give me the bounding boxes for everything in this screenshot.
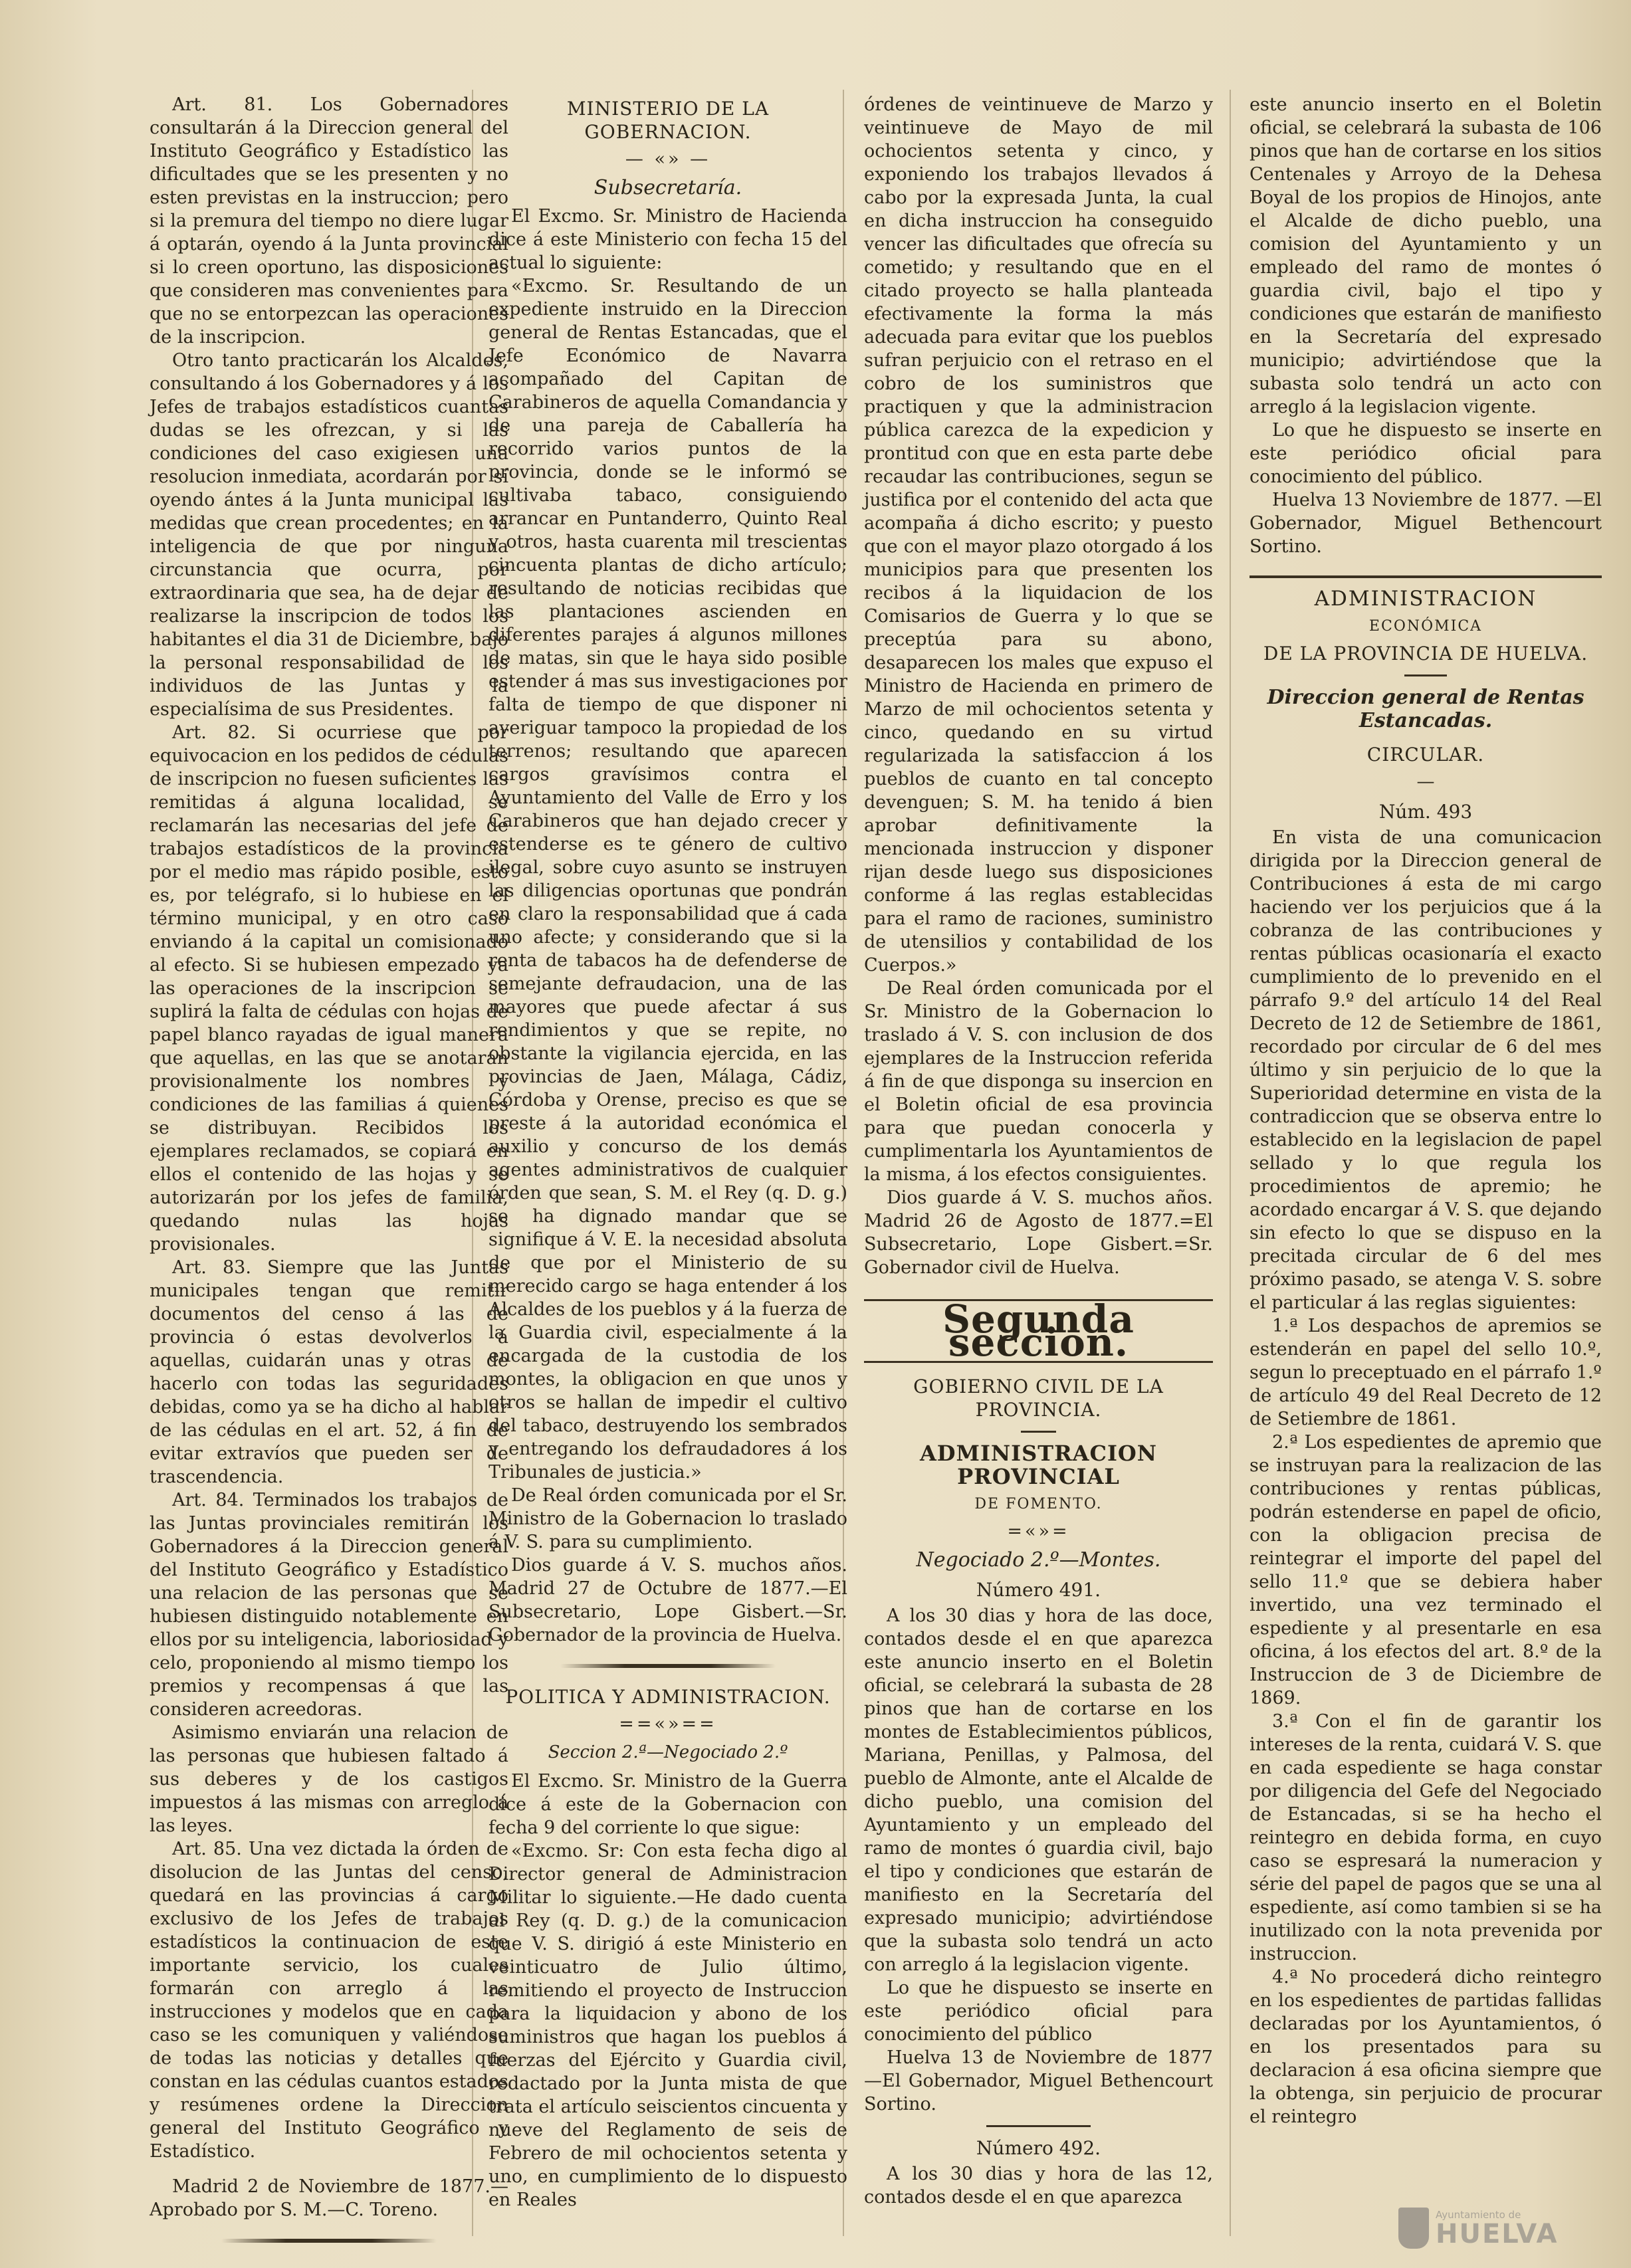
paragraph: Asimismo enviarán una relacion de las personas que hubiesen faltado á sus deberes y de los castigos impuestos á las mismas con arreglo á las leyes. [150,1722,508,1836]
administracion-heading: ADMINISTRACION [1314,587,1537,611]
separator-rule [221,2239,437,2243]
article-82: Art. 82. Si ocurriese que por equivocacion en los pedidos de cédulas de inscripcion no fuesen suficientes las remitidas á alguna localidad, se reclamarán las necesarias del jefe de trabajos estadísticos de la provincia por el medio mas rápido posible, esto es, por telégrafo, si lo hubiese en el término municipal, y en otro caso enviando á la capital un comisionado al efecto. Si se hubiesen empezado ya las operaciones de la inscripcion se suplirá la falta de cédulas con hojas de papel blanco rayadas de igual manera que aquellas, en las que se anotarán provisionalmente los nombres y condiciones de las familias á quienes se distribuyan. Recibidos los ejemplares reclamados, se copiará en ellos el contenido de las hojas y se autorizarán por los jefes de familia, quedando nulas las hojas provisionales. [150,722,508,1255]
number-492: Número 492. [976,2137,1101,2159]
seccion-heading: Seccion 2.ª—Negociado 2.º [548,1742,788,1762]
short-rule [1404,674,1447,676]
paragraph: Dios guarde á V. S. muchos años. Madrid 26 de Agosto de 1877.=El Subsecretario, Lope Gisbert.=Sr. Gobernador civil de Huelva. [864,1187,1213,1278]
paragraph: «Excmo. Sr: Con esta fecha digo al Director general de Administracion Militar lo siguiente.—He dado cuenta al Rey (q. D. g.) de la comunicacion que V. S. dirigió á este Ministerio en veinticuatro de Julio último, remitiendo el proyecto de Instruccion para la liquidacion y abono de los suministros que hagan los pueblos á fuerzas del Ejército y Guardia civil, redactado por la Junta mista de que trata el artículo seiscientos cincuenta y nueve del Reglamento de seis de Febrero de mil ochocientos setenta y uno, en cumplimiento de lo dispuesto en Reales [489,1841,847,2210]
fomento-heading: DE FOMENTO. [974,1496,1103,1512]
paragraph: Dios guarde á V. S. muchos años. Madrid 27 de Octubre de 1877.—El Subsecretario, Lope Gisbert.—Sr. Gobernador de la provincia de Huelva. [489,1555,847,1645]
separator-rule [1250,575,1602,578]
separator-rule [560,1664,776,1668]
rule-3: 3.ª Con el fin de garantir los intereses de la renta, cuidará V. S. que en cada espediente se haga constar por diligencia del Gefe del Negociado de Estancadas, si se ha hecho el reintegro en debida forma, en cuyo caso se espresará la numeracion y série del papel de pagos que se una al espediente, así como tambien si se ha inutilizado con la nota prevenida por instruccion. [1250,1711,1602,1964]
watermark-logo [1398,2202,1618,2255]
paragraph: De Real órden comunicada por el Sr. Ministro de la Gobernacion lo traslado á V. S. para su cumplimiento. [489,1485,847,1552]
number-491: Número 491. [976,1579,1101,1601]
rule-1: 1.ª Los despachos de apremios se estenderán en papel del sello 10.º, segun lo preceptuado en el párrafo 1.º de artículo 49 del Real Decreto de 12 de Setiembre de 1861. [1250,1316,1602,1429]
article-85: Art. 85. Una vez dictada la órden de disolucion de las Juntas del censo, quedará en las provincias á cargo exclusivo de los Jefes de trabajos estadísticos la continuacion de este importante servicio, los cuales formarán con arreglo á las instrucciones y modelos que en cada caso se les comuniquen y valiéndose de todas las noticias y detalles que constan en las cédulas cuantos estados y resúmenes ordene la Direccion general del Instituto Geográfico y Estadístico. [150,1839,508,2162]
paragraph: órdenes de veintinueve de Marzo y veintinueve de Mayo de mil ochocientos setenta y cinco, y exponiendo los trabajos llevados á cabo por la expresada Junta, la cual en dicha instruccion ha conseguido vencer las dificultades que ofrecía su cometido; y resultando que en el citado proyecto se halla planteada efectivamente la forma la más adecuada para evitar que los pueblos sufran perjuicio con el retraso en el cobro de los suministros que practiquen y que la administracion pública carezca de la expedicion y prontitud con que en esta parte debe recaudar las contribuciones, segun se justifica por el contenido del acta que acompaña á dicho escrito; y puesto que con el mayor plazo otorgado á los municipios para que presenten los recibos á la liquidacion de los Comisarios de Guerra y lo que se preceptúa para su abono, desaparecen los males que expuso el Ministro de Hacienda en primero de Marzo de mil ochocientos setenta y cinco, quedando en su virtud regularizada la satisfaccion á los pueblos de cuanto en tal concepto devenguen; S. M. ha tenido á bien aprobar definitivamente la mencionada instruccion y disponer rijan desde luego sus disposiciones conforme á las reglas establecidas para el ramo de raciones, suministro de utensilios y contabilidad de los Cuerpos.» [864,94,1213,976]
subsecretaria-heading: Subsecretaría. [594,176,742,199]
negociado-heading: Negociado 2.º—Montes. [916,1548,1161,1572]
paragraph: este anuncio inserto en el Boletin oficial, se celebrará la subasta de 106 pinos que han de cortarse en los sitios Centenales y Arroyo de la Dehesa Boyal de los propios de Hinojos, ante el Alcalde de dicho pueblo, una comision del Ayuntamiento y un empleado del ramo de montes ó guardia civil, bajo el tipo y condiciones que estarán de manifiesto en la Secretaría del expresado municipio; advirtiéndose que la subasta solo tendrá un acto con arreglo á la legislacion vigente. [1250,94,1602,417]
paragraph: Lo que he dispuesto se inserte en este periódico oficial para conocimiento del público [864,1978,1213,2045]
short-rule [1021,1431,1056,1433]
article-83: Art. 83. Siempre que las Juntas municipales tengan que remitir documentos del censo á las de provincia ó estas devolverlos á aquellas, cuidarán unas y otras de hacerlo con todas las seguridades debidas, como ya se ha dicho al hablar de las cédulas en el art. 52, á fin de evitar extravíos que pueden ser de trascendencia. [150,1257,508,1487]
column-2 [489,93,847,2212]
paragraph: «Excmo. Sr. Resultando de un expediente instruido en la Direccion general de Rentas Estancadas, que el Jefe Económico de Navarra acompañado del Capitan de Carabineros de aquella Comandancia y de una pareja de Caballería ha recorrido varios puntos de la provincia, donde se le informó se cultivaba tabaco, consiguiendo arrancar en Puntanderro, Quinto Real y otros, hasta cuarenta mil trescientas cincuenta plantas de dicho artículo; resultando de noticias recibidas que las plantaciones ascienden en diferentes parajes á algunos millones de matas, sin que le haya sido posible estender á mas sus investigaciones por falta de tiempo de que disponer ni averiguar tampoco la propiedad de los terrenos; resultando que aparecen cargos gravísimos contra el Ayuntamiento del Valle de Erro y los Carabineros que han dejado crecer y estenderse es te género de cultivo ilegal, sobre cuyo asunto se instruyen las diligencias oportunas que pondrán en claro la responsabilidad que á cada uno afecte; y considerando que si la renta de tabacos ha de defenderse de semejante defraudacion, una de las mayores que puede afectar á sus rendimientos y que se repite, no obstante la vigilancia ejercida, en las provincias de Jaen, Málaga, Cádiz, Córdoba y Orense, preciso es que se preste á la autoridad económica el auxilio y concurso de los demás agentes administrativos de cualquier órden que sean, S. M. el Rey (q. D. g.) se ha dignado mandar que se signifique á V. E. la necesidad absoluta de que por el Ministerio de su merecido cargo se haga entender á los Alcaldes de los pueblos y á la fuerza de la Guardia civil, especialmente á la encargada de la custodia de los montes, la obligacion en que unos y otros se hallan de impedir el cultivo del tabaco, destruyendo los sembrados y entregando los defraudadores á los Tribunales de justicia.» [489,276,847,1483]
article-81: Art. 81. Los Gobernadores consultarán á la Direccion general del Instituto Geográfico y Estadístico las dificultades que se les presenten y no esten previstas en la instruccion; pero si la premura del tiempo no diere lugar á optarán, oyendo á la Junta provincial si lo creen oportuno, las disposiciones que consideren mas convenientes para que no se entorpezcan las operaciones de la inscripcion. [150,94,508,348]
direccion-heading: Direccion general de Rentas Estancadas. [1267,686,1584,732]
column-3 [864,93,1213,2209]
coat-of-arms-icon [1398,2208,1429,2249]
signature: Huelva 13 de Noviembre de 1877 —El Gobernador, Miguel Bethencourt Sortino. [864,2047,1213,2114]
article-84: Art. 84. Terminados los trabajos de las Juntas provinciales remitirán los Gobernadores á la Direccion general del Instituto Geográfico y Estadístico una relacion de las personas que se hubiesen distinguido notablemente en ellos por su inteligencia, laboriosidad y celo, proponiendo al mismo tiempo los premios y recompensas á que las consideren acreedoras. [150,1490,508,1720]
ornament: — «» — [625,149,711,169]
paragraph: El Excmo. Sr. Ministro de Hacienda dice á este Ministerio con fecha 15 del actual lo siguiente: [489,206,847,273]
section-title: Segunda seccion. [864,1299,1213,1363]
administracion-heading: ADMINISTRACION PROVINCIAL [919,1441,1158,1489]
column-1 [150,93,508,2260]
paragraph: De Real órden comunicada por el Sr. Ministro de la Gobernacion lo traslado á V. S. con inclusion de dos ejemplares de la Instruccion referida á fin de que disponga su insercion en el Boletin oficial de esa provincia para que puedan conocerla y cumplimentarla los Ayuntamientos de la misma, á los efectos consiguientes. [864,978,1213,1185]
rule-2: 2.ª Los espedientes de apremio que se instruyan para la realizacion de las contribuciones y rentas públicas, podrán estenderse en papel de oficio, con la obligacion precisa de reintegrar el importe del papel del sello 11.º que se debiera haber invertido, una vez terminado el espediente y al presentarle en esa oficina, á los efectos del art. 8.º de la Instruccion de 3 de Diciembre de 1869. [1250,1432,1602,1708]
ministry-heading: MINISTERIO DE LA GOBERNACION. [566,98,770,143]
gobierno-heading: GOBIERNO CIVIL DE LA PROVINCIA. [913,1376,1164,1421]
column-4 [1250,93,1602,2128]
dash: — [1416,772,1435,792]
provincia-heading: DE LA PROVINCIA DE HUELVA. [1263,643,1588,665]
economica-heading: ECONÓMICA [1368,618,1483,635]
watermark-line1: Ayuntamiento de [1436,2209,1521,2221]
short-rule [986,2125,1091,2127]
signature: Huelva 13 Noviembre de 1877. —El Gobernador, Miguel Bethencourt Sortino. [1250,490,1602,557]
paragraph: En vista de una comunicacion dirigida por la Direccion general de Contribuciones á esta de mi cargo haciendo ver los perjuicios que á la cobranza de las contribuciones y rentas públicas ocasionaría el exacto cumplimiento de lo prevenido en el párrafo 9.º del artículo 14 del Real Decreto de 12 de Setiembre de 1861, recordado por circular de 6 del mes último y sin perjuicio de lo que la Superioridad determine en vista de la contradiccion que se observa entre lo establecido en la legislacion de papel sellado y lo que regula los procedimientos de apremio; he acordado encargar á V. S. que dejando sin efecto lo que se dispuso en la precitada circular de 6 del mes próximo pasado, se atenga V. S. sobre el particular á las reglas siguientes: [1250,827,1602,1313]
paragraph: A los 30 dias y hora de las 12, contados desde el en que aparezca [864,2164,1213,2208]
ornament: =«»= [1007,1521,1070,1542]
paragraph: A los 30 dias y hora de las doce, contados desde el en que aparezca este anuncio inserto en el Boletin oficial, se celebrará la subasta de 28 pinos que han de cortarse en los montes de Establecimientos públicos, Mariana, Penillas, y Palmosa, del pueblo de Almonte, ante el Alcalde de dicho pueblo, una comision del Ayuntamiento y un empleado del ramo de montes ó guardia civil, bajo el tipo y condiciones que estarán de manifiesto en la Secretaría del expresado municipio; advirtiéndose que la subasta solo tendrá un acto con arreglo á la legislacion vigente. [864,1605,1213,1975]
paragraph: El Excmo. Sr. Ministro de la Guerra dice á este de la Gobernacion con fecha 9 del corriente lo que sigue: [489,1771,847,1838]
column-divider [1230,90,1231,2236]
date-approval: Madrid 2 de Noviembre de 1877.— Aprobado por S. M.—C. Toreno. [150,2176,508,2220]
paragraph: Otro tanto practicarán los Alcaldes, consultando á los Gobernadores y á los Jefes de trabajos estadísticos cuantas dudas se les ofrezcan, y si las condiciones del caso exigiesen una resolucion inmediata, acordarán por sí oyendo ántes á la Junta municipal las medidas que crean procedentes; en la inteligencia de que por ninguna circunstancia que ocurra, por extraordinaria que sea, ha de dejar de realizarse la inscripcion de todos los habitantes el dia 31 de Diciembre, bajo la personal responsabilidad de los individuos de las Juntas y la especialísima de sus Presidentes. [150,350,508,720]
politica-heading: POLITICA Y ADMINISTRACION. [505,1686,831,1708]
rule-4: 4.ª No procederá dicho reintegro en los espedientes de partidas fallidas declaradas por los Ayuntamientos, ó en los presentados para su declaracion á esa oficina siempre que la obtenga, sin perjuicio de procurar el reintegro [1250,1967,1602,2127]
number-493: Núm. 493 [1378,801,1473,823]
ornament: ==«»== [619,1714,717,1734]
circular-heading: CIRCULAR. [1366,744,1485,766]
watermark-line2: HUELVA [1436,2219,1559,2249]
paragraph: Lo que he dispuesto se inserte en este periódico oficial para conocimiento del público. [1250,420,1602,487]
